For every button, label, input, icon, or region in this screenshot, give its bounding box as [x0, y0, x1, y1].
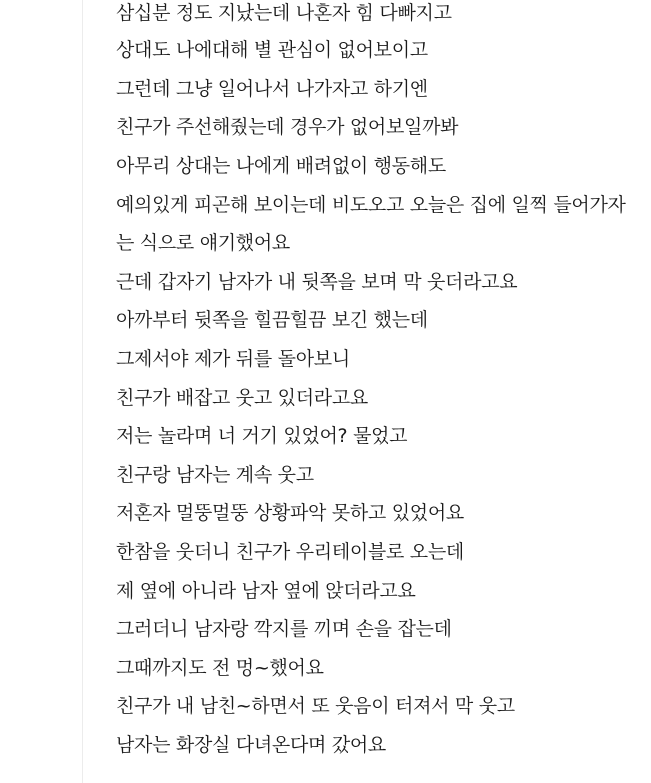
body-line: 삼십분 정도 지났는데 나혼자 힘 다빠지고	[116, 2, 452, 24]
body-line: 저혼자 멀뚱멀뚱 상황파악 못하고 있었어요	[116, 502, 464, 524]
left-divider-line	[82, 0, 83, 783]
body-line: 저는 놀라며 너 거기 있었어? 물었고	[116, 425, 408, 447]
body-line: 친구랑 남자는 계속 웃고	[116, 464, 314, 486]
body-line: 제 옆에 아니라 남자 옆에 앉더라고요	[116, 580, 416, 602]
body-line: 그런데 그냥 일어나서 나가자고 하기엔	[116, 78, 428, 100]
body-line: 아무리 상대는 나에게 배려없이 행동해도	[116, 155, 446, 177]
body-line: 친구가 주선해줬는데 경우가 없어보일까봐	[116, 116, 459, 138]
body-line: 상대도 나에대해 별 관심이 없어보이고	[116, 39, 428, 61]
body-line: 한참을 웃더니 친구가 우리테이블로 오는데	[116, 541, 464, 563]
body-line: 는 식으로 얘기했어요	[116, 232, 290, 254]
body-line: 그러더니 남자랑 깍지를 끼며 손을 잡는데	[116, 618, 452, 640]
body-line: 친구가 내 남친~하면서 또 웃음이 터져서 막 웃고	[116, 695, 515, 717]
body-line: 그제서야 제가 뒤를 돌아보니	[116, 348, 350, 370]
body-line: 예의있게 피곤해 보이는데 비도오고 오늘은 집에 일찍 들어가자	[116, 194, 626, 216]
body-line: 그때까지도 전 멍~했어요	[116, 657, 324, 679]
body-line: 아까부터 뒷쪽을 힐끔힐끔 보긴 했는데	[116, 309, 428, 331]
body-line: 남자는 화장실 다녀온다며 갔어요	[116, 734, 386, 756]
body-line: 근데 갑자기 남자가 내 뒷쪽을 보며 막 웃더라고요	[116, 271, 518, 293]
body-line: 친구가 배잡고 웃고 있더라고요	[116, 387, 368, 409]
